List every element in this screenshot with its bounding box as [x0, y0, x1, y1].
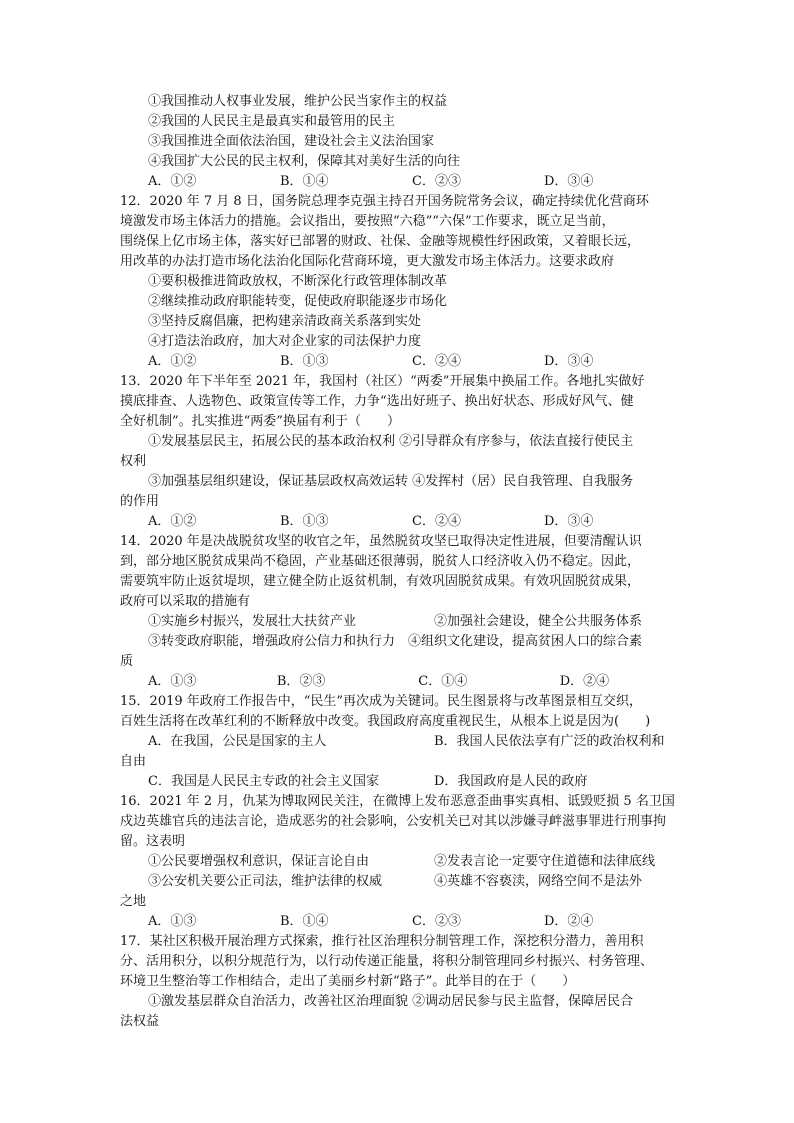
q13-option-1-2: ①发展基层民主，拓展公民的基本政治权利 ②引导群众有序参与，依法直接行使民主	[148, 434, 634, 449]
q17-stem-2: 分、活用积分，以积分规范行为，以行动传递正能量，将积分制管理同乡村振兴、村务管理、	[120, 954, 654, 969]
q11-choice-d[interactable]: D．③④	[544, 174, 594, 189]
q11-choice-c[interactable]: C．②③	[412, 174, 461, 189]
question-14	[120, 532, 676, 692]
q13-choice-d[interactable]: D．③④	[544, 514, 594, 529]
q12-stem-1: 12．2020 年 7 月 8 日，国务院总理李克强主持召开国务院常务会议，确定持续优化营商环	[120, 194, 649, 209]
q14-choices	[120, 672, 676, 692]
q13-choice-b[interactable]: B．①③	[280, 514, 329, 529]
q11-option-3: ③我国推进全面依法治国，建设社会主义法治国家	[148, 134, 435, 149]
q13-stem-2: 摸底排查、人选物色、政策宣传等工作，力争“选出好班子、换出好状态、形成好风气、健	[120, 394, 634, 409]
q12-option-2: ②继续推动政府职能转变，促使政府职能逐步市场化	[148, 294, 448, 309]
q16-option-4: ④英雄不容亵渎，网络空间不是法外	[434, 874, 643, 889]
q13-choice-c[interactable]: C．②④	[412, 514, 461, 529]
q11-option-4: ④我国扩大公民的民主权利，保障其对美好生活的向往	[148, 154, 461, 169]
q16-stem-2: 戍边英雄官兵的违法言论，造成恶劣的社会影响，公安机关已对其以涉嫌寻衅滋事罪进行刑事拘	[120, 814, 667, 829]
q15-options-ab	[120, 732, 676, 752]
q14-option-3-4: ③转变政府职能，增强政府公信力和执行力 ④组织文化建设，提高贫困人口的综合素	[148, 634, 643, 649]
q12-option-3: ③坚持反腐倡廉，把构建亲清政商关系落到实处	[148, 314, 422, 329]
q16-options-3-4	[120, 872, 676, 892]
q11-option-2: ②我国的人民民主是最真实和最管用的民主	[148, 114, 396, 129]
q12-choice-d[interactable]: D．③④	[544, 354, 594, 369]
q16-choice-d[interactable]: D．②④	[544, 914, 594, 929]
question-15	[120, 692, 676, 792]
question-13	[120, 372, 676, 532]
q11-choice-a[interactable]: A．①②	[148, 174, 197, 189]
q14-stem-2: 到，部分地区脱贫成果尚不稳固，产业基础还很薄弱，脱贫人口经济收入仍不稳定。因此，	[120, 554, 641, 569]
q13-option-2-cont: 权利	[120, 454, 147, 469]
q14-choice-b[interactable]: B．②③	[276, 674, 326, 689]
q17-stem-3: 环境卫生整治等工作相结合，走出了美丽乡村新“路子”。此举目的在于（ ）	[120, 974, 576, 989]
q16-choice-c[interactable]: C．②③	[412, 914, 461, 929]
q15-choice-c[interactable]: C．我国是人民民主专政的社会主义国家	[148, 774, 379, 789]
q12-option-1: ①要积极推进简政放权，不断深化行政管理体制改革	[148, 274, 448, 289]
q11-option-1: ①我国推动人权事业发展，维护公民当家作主的权益	[148, 94, 448, 109]
q14-options-1-2	[120, 612, 676, 632]
q16-stem-1: 16．2021 年 2 月，仇某为博取网民关注，在微博上发布恶意歪曲事实真相、诋毁贬损 5 名卫国	[120, 794, 675, 809]
q12-option-4: ④打造法治政府，加大对企业家的司法保护力度	[148, 334, 422, 349]
q11-choices	[120, 172, 676, 192]
q14-stem-1: 14．2020 年是决战脱贫攻坚的收官之年，虽然脱贫攻坚已取得决定性进展，但要清醒认识	[120, 534, 642, 549]
q17-stem-1: 17．某社区积极开展治理方式探索，推行社区治理积分制管理工作，深挖积分潜力，善用积	[120, 934, 644, 949]
q12-stem-4: 用改革的办法打造市场化法治化国际化营商环境，更大激发市场主体活力。这要求政府	[120, 254, 615, 269]
q12-stem-2: 境激发市场主体活力的措施。会议指出，要按照“六稳”“六保”工作要求，既立足当前，	[120, 214, 615, 229]
q14-stem-3: 需要筑牢防止返贫堤坝，建立健全防止返贫机制，有效巩固脱贫成果。有效巩固脱贫成果，	[120, 574, 641, 589]
q14-choice-d[interactable]: D．②④	[559, 674, 610, 689]
q13-stem-3: 全好机制”。扎实推进“两委”换届有利于（ ）	[120, 414, 400, 429]
q13-choice-a[interactable]: A．①②	[148, 514, 197, 529]
q14-choice-c[interactable]: C．①④	[418, 674, 468, 689]
q12-choices	[120, 352, 676, 372]
q13-option-4-cont: 的作用	[120, 494, 160, 509]
q16-choice-a[interactable]: A．①③	[148, 914, 197, 929]
q15-choice-b-cont: 自由	[120, 754, 147, 769]
q12-stem-3: 围绕保上亿市场主体，落实好已部署的财政、社保、金融等规模性纾困政策，又着眼长远，	[120, 234, 641, 249]
q14-option-1: ①实施乡村振兴，发展壮大扶贫产业	[148, 614, 357, 629]
q12-choice-b[interactable]: B．①③	[280, 354, 329, 369]
exam-page	[120, 92, 676, 1032]
q13-option-3-4: ③加强基层组织建设，保证基层政权高效运转 ④发挥村（居）民自我管理、自我服务	[148, 474, 634, 489]
q14-stem-4: 政府可以采取的措施有	[120, 594, 251, 609]
question-11	[120, 92, 676, 192]
q16-choices	[120, 912, 676, 932]
q17-option-1-2: ①激发基层群众自治活力，改善社区治理面貌 ②调动居民参与民主监督，保障居民合	[148, 994, 634, 1009]
question-16	[120, 792, 676, 932]
q16-option-2: ②发表言论一定要守住道德和法律底线	[434, 854, 656, 869]
q15-choice-b[interactable]: B．我国人民依法享有广泛的政治权利和	[434, 734, 665, 749]
q16-choice-b[interactable]: B．①④	[280, 914, 329, 929]
question-12	[120, 192, 676, 372]
q15-options-cd	[120, 772, 676, 792]
q16-option-4-cont: 之地	[120, 894, 147, 909]
q14-option-2: ②加强社会建设，健全公共服务体系	[434, 614, 643, 629]
q14-choice-a[interactable]: A．①③	[148, 674, 197, 689]
q14-option-4-cont: 质	[120, 654, 134, 669]
q12-choice-a[interactable]: A．①②	[148, 354, 197, 369]
q16-option-3: ③公安机关要公正司法，维护法律的权威	[148, 874, 383, 889]
q16-options-1-2	[120, 852, 676, 872]
q13-choices	[120, 512, 676, 532]
q16-option-1: ①公民要增强权利意识，保证言论自由	[148, 854, 370, 869]
q15-choice-d[interactable]: D．我国政府是人民的政府	[434, 774, 588, 789]
q17-option-2-cont: 法权益	[120, 1014, 160, 1029]
q15-choice-a[interactable]: A．在我国，公民是国家的主人	[148, 734, 327, 749]
q12-choice-c[interactable]: C．②④	[412, 354, 461, 369]
q13-stem-1: 13．2020 年下半年至 2021 年，我国村（社区）“两委”开展集中换届工作。各地扎实做好	[120, 374, 645, 389]
q16-stem-3: 留。这表明	[120, 834, 186, 849]
q15-stem-1: 15．2019 年政府工作报告中，“民生”再次成为关键词。民生图景将与改革图景相互交织，	[120, 694, 643, 709]
q11-choice-b[interactable]: B．①④	[280, 174, 329, 189]
q15-stem-2: 百姓生活将在改革红利的不断释放中改变。我国政府高度重视民生，从根本上说是因为( )	[120, 714, 651, 729]
question-17	[120, 932, 676, 1032]
